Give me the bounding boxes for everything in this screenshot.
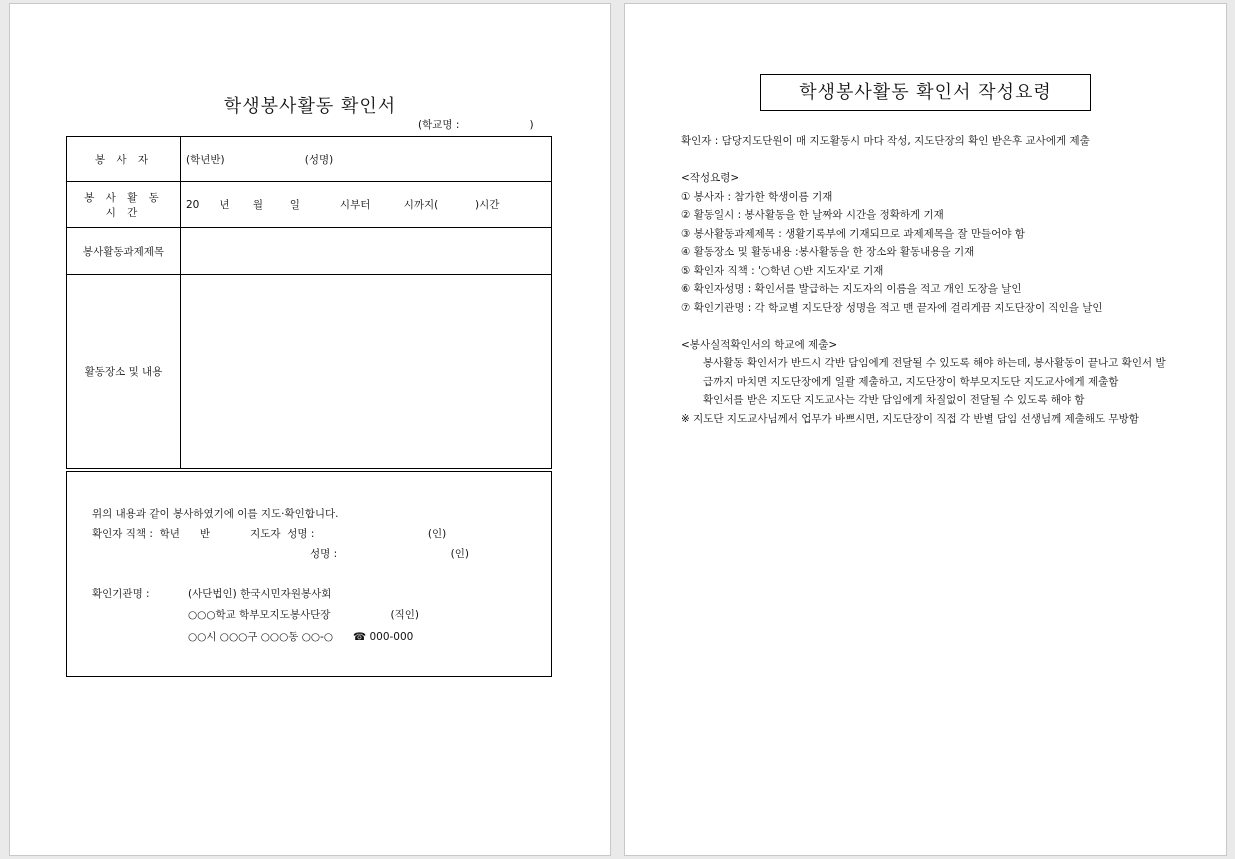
guide-page — [624, 3, 1227, 856]
section-heading: <봉사실적확인서의 학교에 제출> — [681, 338, 838, 351]
school-name-field: (학교명 : ) — [418, 119, 534, 131]
activity-place-label: 활동장소 및 내용 — [67, 275, 181, 469]
paragraph: 확인서를 받은 지도단 지도교사는 각반 담임에게 차질없이 전달될 수 있도록 해야 함 — [703, 394, 1085, 406]
org-label: 확인기관명 : — [92, 588, 150, 600]
list-item: ② 활동일시 : 봉사활동을 한 날짜와 시간을 정확하게 기재 — [681, 209, 944, 221]
volunteer-label: 봉 사 자 — [67, 137, 181, 182]
form-page — [9, 3, 611, 856]
org-leader: ○○○학교 학부모지도봉사단장 (직인) — [188, 609, 419, 621]
confirm-statement: 위의 내용과 같이 봉사하였기에 이를 지도·확인합니다. — [92, 508, 339, 520]
list-item: ① 봉사자 : 참가한 학생이름 기재 — [681, 190, 833, 203]
list-item: ⑦ 확인기관명 : 각 학교별 지도단장 성명을 적고 맨 끝자에 걸리게끔 지도단장이 직인을 날인 — [681, 301, 1103, 314]
activity-time-label-line2: 시 간 — [105, 206, 142, 219]
volunteer-form-table — [66, 136, 552, 469]
form-title: 학생봉사활동 확인서 — [223, 96, 397, 117]
paragraph: 봉사활동 확인서가 반드시 각반 담임에게 전달될 수 있도록 해야 하는데, 봉사활동이 끝나고 확인서 발급까지 마치면 지도단장에게 일괄 제출하고, 지도단장이 학부모지도단 지도교사에게 제출함 — [703, 357, 1166, 388]
activity-time-value: 20 년 월 일 시부터 시까지( )시간 — [181, 182, 552, 228]
volunteer-value: (학년반) (성명) — [181, 137, 552, 182]
activity-time-label — [67, 182, 181, 228]
table-row — [67, 275, 552, 469]
org-name: (사단법인) 한국시민자원봉사회 — [188, 588, 332, 600]
list-item: ⑥ 확인자성명 : 확인서를 발급하는 지도자의 이름을 적고 개인 도장을 날인 — [681, 283, 1022, 295]
table-row — [67, 228, 552, 275]
guide-title: 학생봉사활동 확인서 작성요령 — [760, 74, 1091, 111]
activity-time-label-line1: 봉 사 활 동 — [84, 191, 163, 204]
activity-subject-value — [181, 228, 552, 275]
list-item: ⑤ 확인자 직책 : '○학년 ○반 지도자'로 기재 — [681, 264, 884, 277]
table-row — [67, 137, 552, 182]
confirmation-box — [66, 471, 552, 677]
section-heading: <작성요령> — [681, 172, 740, 184]
list-item: ④ 활동장소 및 활동내용 :봉사활동을 한 장소와 활동내용을 기재 — [681, 246, 975, 258]
activity-subject-label: 봉사활동과제제목 — [67, 228, 181, 275]
list-item: ③ 봉사활동과제제목 : 생활기록부에 기재되므로 과제제목을 잘 만들어야 함 — [681, 227, 1025, 240]
table-row — [67, 182, 552, 228]
confirmer-name-line: 성명 : (인) — [310, 548, 469, 560]
confirmer-title-line: 확인자 직책 : 학년 반 지도자 성명 : (인) — [92, 528, 447, 540]
note: ※ 지도단 지도교사님께서 업무가 바쁘시면, 지도단장이 직접 각 반별 담임 선생님께 제출해도 무방함 — [681, 412, 1139, 425]
activity-place-value — [181, 275, 552, 469]
org-address: ○○시 ○○○구 ○○○동 ○○-○ ☎ 000-000 — [188, 631, 414, 643]
guide-intro: 확인자 : 담당지도단원이 매 지도활동시 마다 작성, 지도단장의 확인 받은후 교사에게 제출 — [681, 135, 1090, 147]
guide-body — [681, 132, 1171, 428]
